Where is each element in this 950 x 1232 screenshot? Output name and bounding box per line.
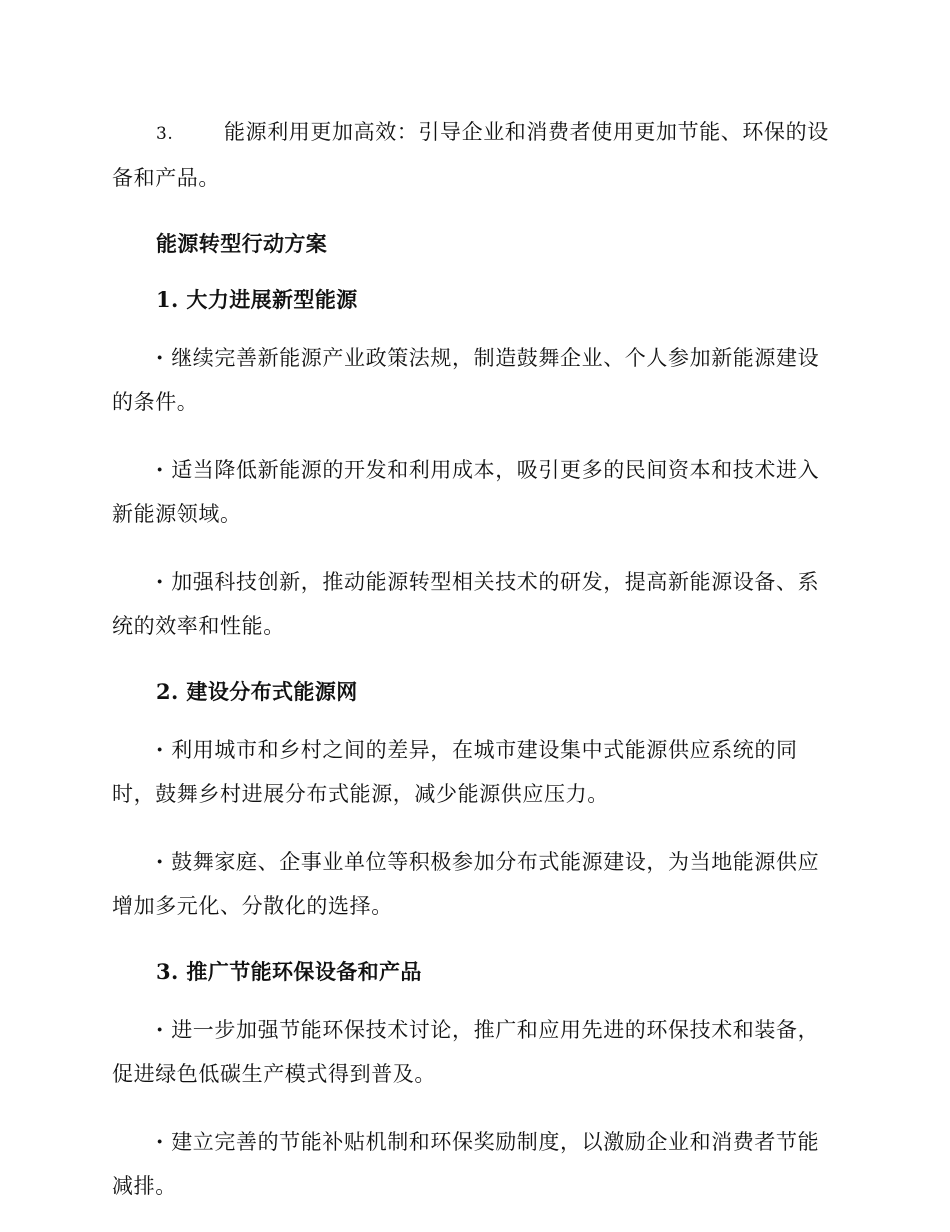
group-1-bullet-2 bbox=[112, 448, 834, 536]
bullet-icon: · bbox=[156, 737, 164, 762]
intro-text: 能源利用更加高效：引导企业和消费者使用更加节能、环保的设备和产品。 bbox=[112, 120, 829, 190]
group-2-bullet-2 bbox=[112, 840, 834, 928]
bullet-icon: · bbox=[156, 345, 164, 370]
group-3-heading: 3. 推广节能环保设备和产品 bbox=[156, 959, 422, 984]
group-3-bullet-1 bbox=[112, 1008, 834, 1096]
group-2-bullet-1 bbox=[112, 728, 834, 816]
bullet-text: 利用城市和乡村之间的差异，在城市建设集中式能源供应系统的同时，鼓舞乡村进展分布式能源，减少能源供应压力。 bbox=[112, 738, 798, 806]
bullet-text: 加强科技创新，推动能源转型相关技术的研发，提高新能源设备、系统的效率和性能。 bbox=[112, 570, 820, 638]
bullet-text: 建立完善的节能补贴机制和环保奖励制度，以激励企业和消费者节能减排。 bbox=[112, 1130, 820, 1198]
group-1-bullet-3 bbox=[112, 560, 834, 648]
group-1-heading: 1. 大力进展新型能源 bbox=[156, 287, 358, 312]
document-page bbox=[112, 110, 834, 1232]
intro-paragraph bbox=[112, 110, 834, 200]
bullet-text: 鼓舞家庭、企事业单位等积极参加分布式能源建设，为当地能源供应增加多元化、分散化的选择。 bbox=[112, 850, 820, 918]
bullet-text: 适当降低新能源的开发和利用成本，吸引更多的民间资本和技术进入新能源领域。 bbox=[112, 458, 820, 526]
bullet-text: 进一步加强节能环保技术讨论，推广和应用先进的环保技术和装备，促进绿色低碳生产模式得到普及。 bbox=[112, 1018, 820, 1086]
intro-number: 3. bbox=[156, 124, 174, 144]
bullet-icon: · bbox=[156, 849, 164, 874]
group-3-bullet-2 bbox=[112, 1120, 834, 1208]
bullet-icon: · bbox=[156, 569, 164, 594]
section-title: 能源转型行动方案 bbox=[156, 231, 328, 256]
group-2-heading: 2. 建设分布式能源网 bbox=[156, 679, 358, 704]
bullet-icon: · bbox=[156, 1129, 164, 1154]
group-1-bullet-1 bbox=[112, 336, 834, 424]
bullet-icon: · bbox=[156, 1017, 164, 1042]
bullet-text: 继续完善新能源产业政策法规，制造鼓舞企业、个人参加新能源建设的条件。 bbox=[112, 346, 820, 414]
bullet-icon: · bbox=[156, 457, 164, 482]
